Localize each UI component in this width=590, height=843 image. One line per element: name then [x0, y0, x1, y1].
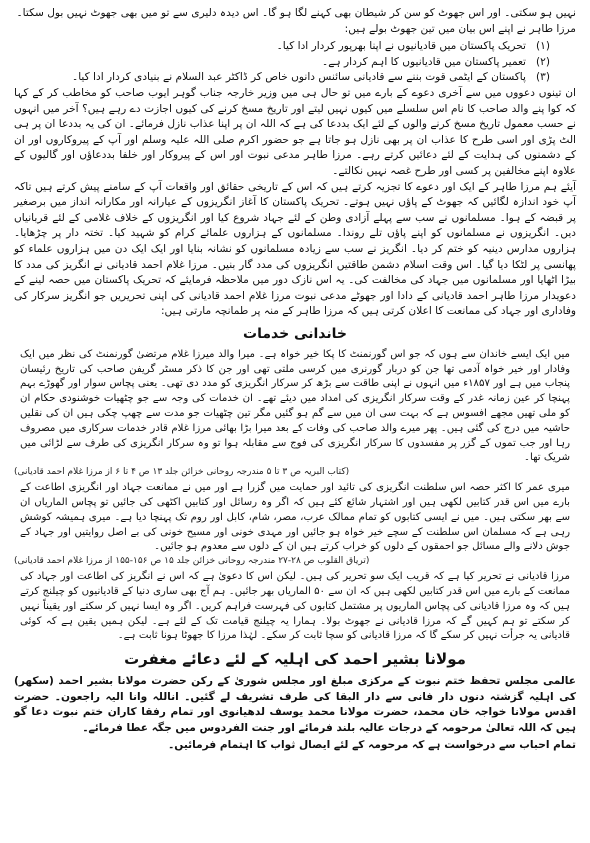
quote-3-commentary: مرزا قادیانی نے تحریر کیا ہے کہ قریب ایک سو تحریر کی ہیں۔ لیکن اس کا دعویٰ ہے کہ اس نے انگریز کی اطاعت اور جہاد کی ممانعت کے بارے میں اس قدر کتابیں لکھی ہیں کہ ان سے ۵۰ الماریاں بھر جائیں۔ ہم آج بھی ساری دنیا کے قادیانیوں کو چیلنج کرتے ہیں کہ وہ مرزا قادیانی کی پچاس الماریوں پر مشتمل کتابوں کی فہرست فراہم کریں۔ اگر وہ ایسا نہیں کر سکتے اور یقیناً نہیں کر سکتے تو ہم کہیں گے کہ مرزا قادیانی نے جھوٹ بولا۔ ہمارا یہ چیلنج قیامت تک کے لئے ہے۔ لیکن ہمیں یقین ہے کہ کوئی قادیانی یہ جرأت نہیں کر سکے گا کہ مرزا قادیانی کو سچا ثابت کر سکے۔ لہٰذا مرزا کا جھوٹا ہونا ثابت ہے۔ [20, 571, 570, 642]
list-item [14, 55, 550, 71]
list-item [14, 39, 550, 55]
list-text: تعمیر پاکستان میں قادیانیوں کا اہم کردار ہے۔ [322, 55, 526, 68]
lies-list [14, 39, 576, 86]
intro-line: نہیں ہو سکتی۔ اور اس جھوٹ کو سن کر شیطان بھی کہنے لگا ہو گا۔ اس دیدہ دلیری سے تو میں بھی جھوٹ نہیں بول سکتا۔ [16, 7, 576, 19]
list-text: تحریک پاکستان میں قادیانیوں نے اپنا بھرپور کردار ادا کیا۔ [276, 40, 526, 53]
list-text: پاکستان کے ایٹمی قوت بننے سے قادیانی سائنس دانوں خاص کر ڈاکٹر عبد السلام نے بنیادی کردار ادا کیا۔ [72, 71, 526, 84]
list-number: (۲) [536, 55, 550, 68]
body-paragraph-2: آیئے ہم مرزا طاہر کے ایک اور دعوے کا تجزیہ کرتے ہیں کہ اس کے تاریخی حقائق اور واقعات آپ کے سامنے پیش کرتے ہیں تاکہ آپ خود اندازہ لگائیں کہ جھوٹ کے پاؤں نہیں ہوتے۔ تحریک پاکستان کا آغاز انگریزوں کے عیارانہ اور مکارانہ انداز میں برصغیر پر قبضہ کے ہوا۔ مسلمانوں نے سب سے پہلے آزادی وطن کے لئے جہاد شروع کیا اور انگریزوں کے خلاف غلامی کے لئے قربانیاں دیں۔ انگریزوں نے مسلمانوں کو اپنے پاؤں تلے روندا۔ مسلمانوں کے ہزاروں علمائے کرام کو شہید کیا۔ تختہ دار پر چڑھایا۔ ہزاروں مدارس دینیہ کو ختم کر دیا۔ انگریز نے سب سے زیادہ مسلمانوں کو نشانہ بنایا اور ایک ایک دن میں ہزاروں علماء کو پھانسی پر لٹکا دیا گیا۔ اس وقت اسلام دشمن طاقتیں انگریزوں کی مدد گار بنیں۔ مرزا غلام احمد قادیانی نے انگریز کی مدد کا بیڑا اٹھایا اور مسلمانوں میں جہاد کی مخالفت کی۔ یہ اس نازک دور میں ملاحظہ فرمایئے کہ تحریک پاکستان میں حصہ لینے کے دعویدار مرزا طاہر احمد قادیانی کے دادا اور جھوٹے مدعی نبوت مرزا غلام احمد قادیانی کی اپنی تحریریں جو انگریز سرکار کی وفاداری اور جہاد کی ممانعت کا اعلان کرتی ہیں کہ مرزا طاہر کے منہ پر طمانچہ مارتی ہیں: [14, 180, 576, 318]
list-item [14, 70, 550, 86]
quote-2-reference: (تریاق القلوب ص ۲۸-۲۷ مندرجہ روحانی خزائن جلد ۱۵ ص ۱۵۶-۱۵۵ از مرزا غلام احمد قادیانی) [14, 556, 370, 567]
quote-1: میں ایک ایسے خاندان سے ہوں کہ جو اس گورنمنٹ کا پکا خیر خواہ ہے۔ میرا والد میرزا غلام مرتضیٰ گورنمنٹ کی نظر میں ایک وفادار اور خیر خواہ آدمی تھا جن کو دربار گورنری میں کرسی ملتی تھی اور جن کا ذکر مسٹر گریفن صاحب کی تاریخ رئیسان پنجاب میں ہے اور ۱۸۵۷ء میں انہوں نے اپنی طاقت سے بڑھ کر سرکار انگریزی کو مدد دی تھی۔ یعنی پچاس سوار اور گھوڑے بہم پہنچا کر عین زمانہ غدر کے وقت سرکار انگریزی کی امداد میں دیئے تھے۔ ان خدمات کی وجہ سے جو چٹھیات خوشنودی حکام ان کو ملی تھیں مجھے افسوس ہے کہ بہت سی ان میں سے گم ہو گئیں مگر تین چٹھیات جو مدت سے چھپ چکی ہیں ان کی نقلیں حاشیہ میں درج کی گئی ہیں۔ پھر میرے والد صاحب کی وفات کے بعد میرا بڑا بھائی مرزا غلام قادر خدمات سرکاری میں مصروف رہا اور جب تموں کے گزر پر مفسدوں کا سرکار انگریزی کی فوج سے مقابلہ ہوا تو وہ سرکار انگریزی کی طرف سے لڑائی میں شریک تھا۔ [20, 348, 570, 464]
quote-2: میری عمر کا اکثر حصہ اس سلطنت انگریزی کی تائید اور حمایت میں گزرا ہے اور میں نے ممانعت جہاد اور انگریزی اطاعت کے بارے میں اس قدر کتابیں لکھی ہیں اور اشتہار شائع کئے ہیں کہ اگر وہ رسائل اور کتابیں اکٹھی کی جائیں تو پچاس الماریاں ان سے بھر سکتی ہیں۔ میں نے ایسی کتابوں کو تمام ممالک عرب، مصر، شام، کابل اور روم تک پہنچا دیا ہے۔ میری ہمیشہ کوشش رہی ہے کہ مسلمان اس سلطنت کے سچے خیر خواہ ہو جائیں اور مہدی خونی اور مسیح خونی کی بے اصل روایتیں اور جہاد کے جوش دلانے والے مسائل جو احمقوں کے دلوں کو خراب کرتے ہیں ان کے دلوں سے معدوم ہو جائیں۔ [20, 482, 570, 553]
condolence-paragraph: عالمی مجلس تحفظ ختم نبوت کے مرکزی مبلغ اور مجلس شوریٰ کے رکن حضرت مولانا بشیر احمد (سکھر) کی اہلیہ گزشتہ دنوں دار فانی سے دار البقا کی طرف تشریف لے گئیں۔ اناللہ وانا الیہ راجعون۔ حضرت اقدس مولانا خواجہ خان محمد، حضرت مولانا محمد یوسف لدھیانوی اور تمام رفقا کاران ختم نبوت دعا گو ہیں کہ اللہ تعالیٰ مرحومہ کے درجات عالیہ بلند فرمائے اور جنت الفردوس میں جگہ عطا فرمائے۔ [14, 675, 576, 734]
quote-1-reference: (کتاب البریہ ص ۳ تا ۵ مندرجہ روحانی خزائن جلد ۱۳ ص ۴ تا ۶ از مرزا غلام احمد قادیانی) [14, 467, 350, 478]
section-heading-condolence: مولانا بشیر احمد کی اہلیہ کے لئے دعائے مغفرت [124, 650, 466, 669]
list-number: (۱) [536, 40, 550, 53]
list-number: (۳) [536, 71, 550, 84]
three-lies-intro: مرزا طاہر نے اپنے اس بیان میں تین جھوٹ بولے ہیں: [344, 22, 576, 35]
condolence-request: تمام احباب سے درخواست ہے کہ مرحومہ کے لئے ایصال ثواب کا اہتمام فرمائیں۔ [168, 738, 576, 751]
section-heading-family-services: خاندانی خدمات [243, 325, 347, 342]
body-paragraph-1: ان تینوں دعووں میں سے آخری دعوے کے بارے میں تو حال ہی میں وزیر خارجہ جناب گوہر ایوب صاحب کو مخاطب کر کے کہا کہ کوا پنے والد صاحب کا نام اس سلسلے میں کیوں نہیں لیتے اور تاریخ مسخ کرنے کی کیوں اجازت دے رہے ہیں؟ آخر میں انہوں نے حسب معمول تاریخ مسخ کرنے والوں کے لئے ایک بددعا کی ہے کہ اللہ ان پر اپنا عذاب نازل فرمائے۔ ان کی یہ بددعا ان پر ہی الٹ پڑی اور اسی طرح کا عذاب ان پر بھی نازل ہو جاتا ہے جو حضور اکرم صلی اللہ علیہ وسلم اور آپ کے پیروکاروں اور ان کے دشمنوں کی ہدایت کے لئے دعائیں کرتے رہے۔ مرزا طاہر مدعی نبوت اور اس کے پیروکار اور خلفا بددعاؤں اور گالیوں کے علاوہ اپنے مخالفین پر کسی اور طرح غصہ نہیں نکالتے۔ [14, 86, 576, 177]
